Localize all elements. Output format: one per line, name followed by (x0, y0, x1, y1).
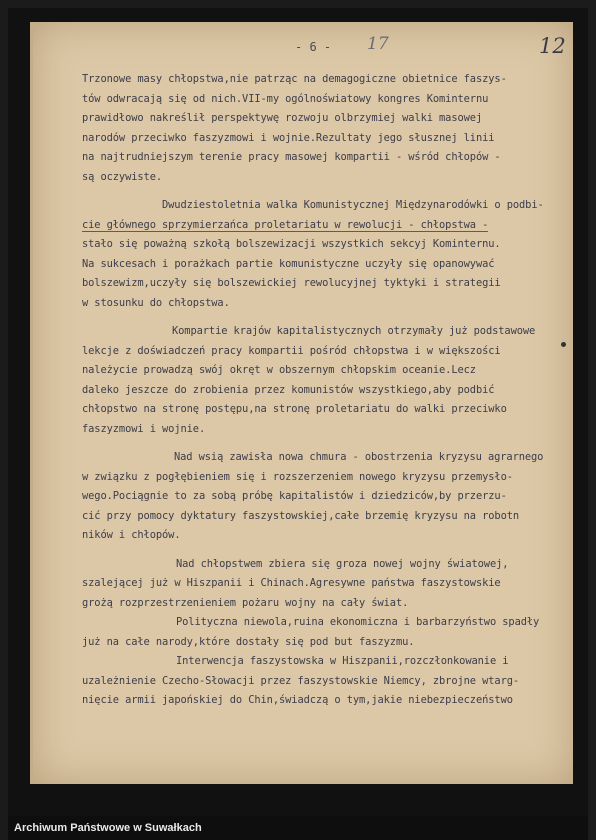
text-line: grożą rozprzestrzenieniem pożaru wojny na cały świat. (82, 596, 409, 609)
text-line: są oczywiste. (82, 170, 163, 183)
text-line: uzależnienie Czecho-Słowacji przez faszystowskie Niemcy, zbrojne wtarg- (82, 674, 520, 687)
text-line: wego.Pociągnie to za sobą próbę kapitalistów i dziedziców,by przerzu- (82, 490, 507, 502)
text-line: w stosunku do chłopstwa. (82, 296, 230, 309)
text-line: Nad wsią zawisła nowa chmura - obostrzenia kryzysu agrarnego (174, 451, 544, 463)
page-number: - 6 - (295, 40, 332, 54)
text-line: Dwudziestoletnia walka Komunistycznej Międzynarodówki o podbi- (162, 199, 544, 211)
text-line: narodów przeciwko faszyzmowi i wojnie.Rezultaty jego słusznej linii (82, 131, 495, 144)
handwritten-page-number: 12 (539, 34, 566, 58)
text-line: ników i chłopów. (82, 529, 181, 541)
typewritten-text (82, 70, 570, 711)
text-line: chłopstwo na stronę postępu,na stronę proletariatu do walki przeciwko (82, 403, 507, 415)
text-line: tów odwracają się od nich.VII-my ogólnoświatowy kongres Kominternu (82, 92, 489, 105)
text-line: Polityczna niewola,ruina ekonomiczna i barbarzyństwo spadły (176, 616, 540, 628)
text-line: Nad chłopstwem zbiera się groza nowej wojny światowej, (176, 557, 509, 570)
text-line: należycie prowadzą swój okręt w obszernym chłopskim oceanie.Lecz (82, 364, 476, 376)
text-line: stało się poważną szkołą bolszewizacji wszystkich sekcyj Kominternu. (82, 238, 501, 250)
text-line: prawidłowo nakreślił perspektywę rozwoju olbrzymiej walki masowej (82, 112, 483, 124)
text-line: lekcje z doświadczeń pracy kompartii pośród chłopstwa i w większości (82, 344, 501, 357)
text-line: cić przy pomocy dyktatury faszystowskiej,całe brzemię kryzysu na robotn (82, 509, 520, 522)
handwritten-folio-number: 17 (367, 34, 389, 54)
text-line: Na sukcesach i porażkach partie komunistyczne uczyły się opanowywać (82, 257, 495, 270)
text-line: Kompartie krajów kapitalistycznych otrzymały już podstawowe (172, 325, 536, 337)
text-line: w związku z pogłębieniem się i rozszerzeniem nowego kryzysu przemysło- (82, 470, 513, 483)
text-line: szalejącej już w Hiszpanii i Chinach.Agresywne państwa faszystowskie (82, 577, 501, 589)
text-line: faszyzmowi i wojnie. (82, 422, 206, 435)
text-line-underlined (82, 216, 570, 236)
text-line: bolszewizm,uczyły się bolszewickiej rewolucyjnej tyktyki i strategii (82, 277, 501, 289)
text-line: Interwencja faszystowska w Hiszpanii,rozczłonkowanie i (176, 655, 509, 667)
text-line: już na całe narody,które dostały się pod but faszyzmu. (82, 635, 415, 648)
text-line: Trzonowe masy chłopstwa,nie patrząc na demagogiczne obietnice faszys- (82, 73, 507, 85)
archive-footer: Archiwum Państwowe w Suwałkach (8, 816, 588, 840)
text-line: daleko jeszcze do zrobienia przez komunistów wszystkiego,aby podbić (82, 383, 495, 396)
text-line: nięcie armii japońskiej do Chin,świadczą o tym,jakie niebezpieczeństwo (82, 694, 513, 706)
text-line: na najtrudniejszym terenie pracy masowej kompartii - wśród chłopów - (82, 151, 501, 163)
red-underlined-phrase: cie głównego sprzymierzańca proletariatu w rewolucji - chłopstwa - (82, 218, 489, 231)
